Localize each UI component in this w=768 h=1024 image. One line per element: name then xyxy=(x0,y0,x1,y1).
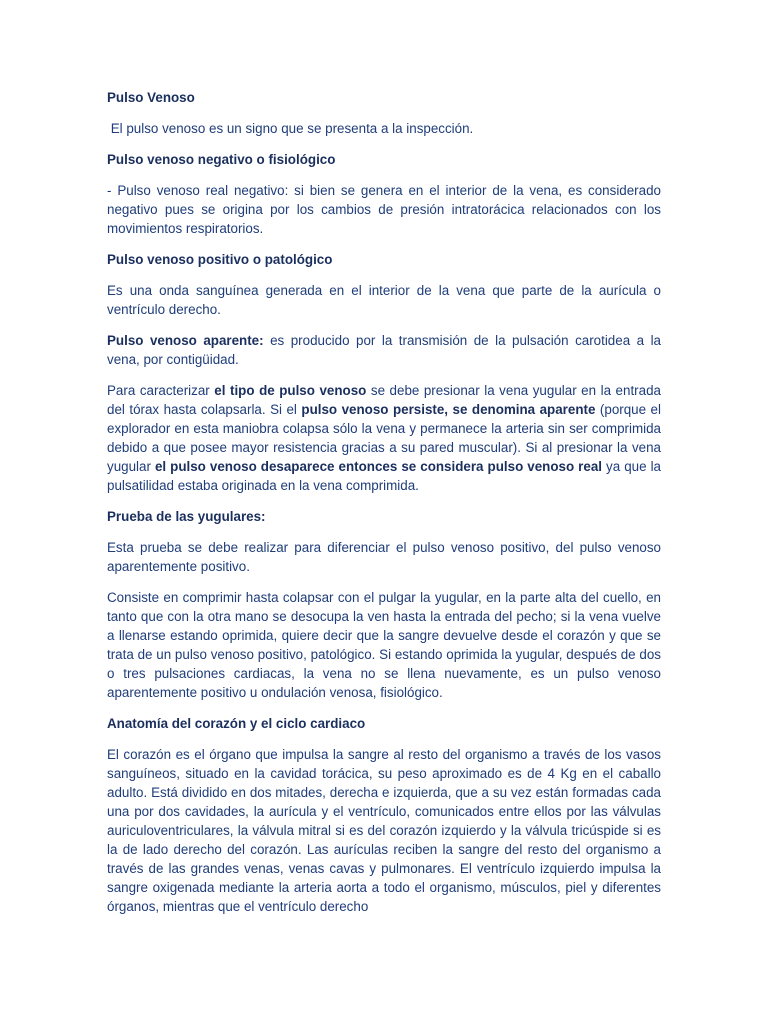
paragraph-prueba-1: Esta prueba se debe realizar para diferenciar el pulso venoso positivo, del pulso venoso aparentemente positivo. xyxy=(107,540,661,574)
paragraph-pulso-negativo: - Pulso venoso real negativo: si bien se genera en el interior de la vena, es considerado negativo pues se origina por los cambios de presión intratorácica relacionados con los movimientos respiratorios. xyxy=(107,183,661,236)
heading-pulso-positivo: Pulso venoso positivo o patológico xyxy=(107,252,333,267)
caracterizar-text-1: Para caracterizar xyxy=(107,383,215,398)
bold-pulso-aparente: Pulso venoso aparente: xyxy=(107,333,264,348)
caracterizar-text-2: se debe presionar la vena yugular en la entrada del tórax hasta colapsarla. Si el xyxy=(107,383,665,417)
paragraph-pulso-aparente xyxy=(107,331,665,369)
paragraph-caracterizar xyxy=(107,381,665,495)
paragraph-anatomia: El corazón es el órgano que impulsa la sangre al resto del organismo a través de los vasos sanguíneos, situado en la cavidad torácica, su peso aproximado es de 4 Kg en el caballo adulto. Está dividido en dos mitades, derecha e izquierda, que a su vez están formadas cada una por dos cavidades, la aurícula y el ventrículo, comunicados entre ellos por las válvulas auriculoventriculares, la válvula mitral si es del corazón izquierdo y la válvula tricúspide si es la de lado derecho del corazón. Las aurículas reciben la sangre del resto del organismo a través de las grandes venas, venas cavas y pulmonares. El ventrículo izquierdo impulsa la sangre oxigenada mediante la arteria aorta a todo el organismo, músculos, piel y diferentes órganos, mientras que el ventrículo derecho xyxy=(107,747,661,914)
heading-anatomia-corazon: Anatomía del corazón y el ciclo cardiaco xyxy=(107,716,366,731)
paragraph-pulso-positivo: Es una onda sanguínea generada en el interior de la vena que parte de la aurícula o ventrículo derecho. xyxy=(107,283,661,317)
text-pulso-aparente: es producido por la transmisión de la pulsación carotidea a la vena, por contigüidad. xyxy=(107,333,665,367)
heading-prueba-yugulares: Prueba de las yugulares: xyxy=(107,509,266,524)
document-title: Pulso Venoso xyxy=(107,90,195,105)
caracterizar-bold-1: el tipo de pulso venoso xyxy=(214,383,367,398)
paragraph-prueba-2: Consiste en comprimir hasta colapsar con el pulgar la yugular, en la parte alta del cuello, en tanto que con la otra mano se desocupa la ven hasta la entrada del pecho; si la vena vuelve a llenarse estando oprimida, quiere decir que la sangre devuelve desde el corazón y que se trata de un pulso venoso positivo, patológico. Si estando oprimida la yugular, después de dos o tres pulsaciones cardiacas, la vena no se llena nuevamente, es un pulso venoso aparentemente positivo u ondulación venosa, fisiológico. xyxy=(107,590,661,700)
caracterizar-text-4: ya que la pulsatilidad estaba originada en la vena comprimida. xyxy=(107,459,665,493)
caracterizar-text-3: (porque el explorador en esta maniobra colapsa sólo la vena y permanece la arteria sin ser comprimida debido a que posee mayor resistencia gracias a su pared muscular). Si al presionar la vena yugular xyxy=(107,402,665,474)
document-page xyxy=(107,88,665,928)
caracterizar-bold-2: pulso venoso persiste, se denomina aparente xyxy=(301,402,596,417)
heading-pulso-negativo: Pulso venoso negativo o fisiológico xyxy=(107,152,336,167)
caracterizar-bold-3: el pulso venoso desaparece entonces se considera pulso venoso real xyxy=(154,459,603,474)
intro-paragraph: El pulso venoso es un signo que se presenta a la inspección. xyxy=(107,121,474,136)
